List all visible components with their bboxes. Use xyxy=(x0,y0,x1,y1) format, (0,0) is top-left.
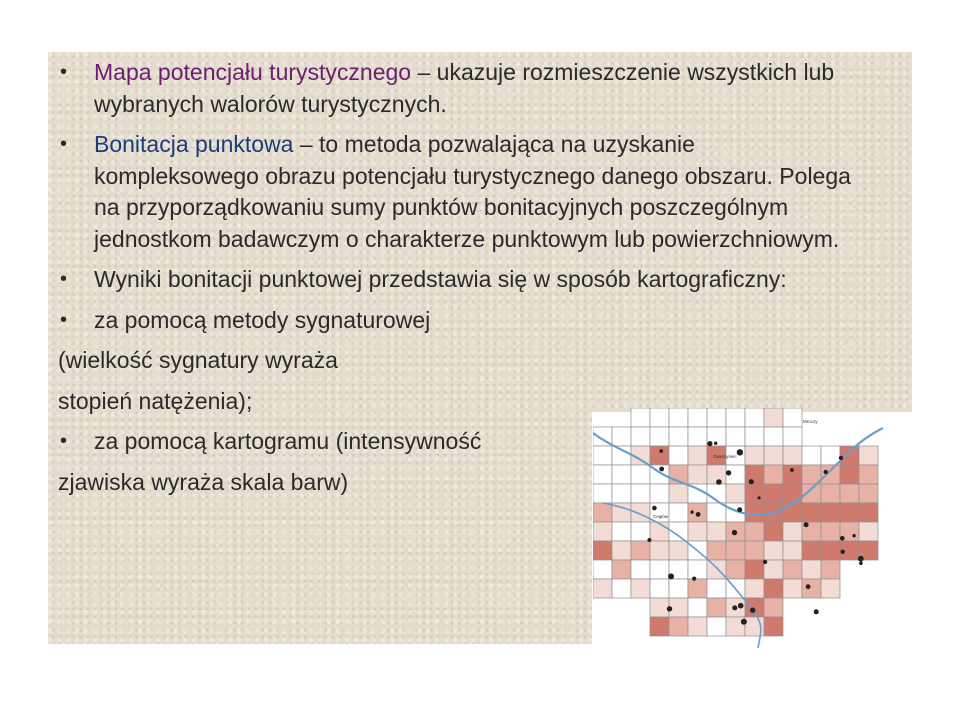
map-point-marker xyxy=(750,608,755,613)
map-cell xyxy=(631,484,650,503)
paragraph-text: (wielkość sygnatury wyraża xyxy=(58,347,338,373)
map-cell xyxy=(612,579,631,598)
map-cell xyxy=(688,617,707,636)
map-point-marker xyxy=(758,496,761,499)
map-cell xyxy=(650,484,669,503)
map-point-marker xyxy=(749,479,754,484)
map-cell xyxy=(840,465,859,484)
map-cell xyxy=(707,579,726,598)
bullet-item-wyniki xyxy=(58,264,858,296)
map-cell xyxy=(650,598,669,617)
map-cell xyxy=(707,522,726,541)
map-cell xyxy=(745,503,764,522)
map-point-marker xyxy=(659,467,664,472)
map-point-marker xyxy=(737,507,742,512)
paragraph-text: Wyniki bonitacji punktowej przedstawia się w sposób kartograficzny: xyxy=(94,266,787,292)
map-cell xyxy=(745,579,764,598)
map-cell xyxy=(726,408,745,427)
map-cell xyxy=(593,560,612,579)
map-cell xyxy=(688,560,707,579)
map-cell xyxy=(745,522,764,541)
map-cell xyxy=(764,522,783,541)
map-cell xyxy=(707,560,726,579)
map-cell xyxy=(764,427,783,446)
map-cell xyxy=(764,579,783,598)
map-cell xyxy=(650,560,669,579)
map-cell xyxy=(802,579,821,598)
map-point-marker xyxy=(707,441,712,446)
map-point-marker xyxy=(839,456,843,460)
map-cell xyxy=(783,408,802,427)
bullet-icon: • xyxy=(60,61,68,83)
map-cell xyxy=(688,427,707,446)
map-point-marker xyxy=(738,603,744,609)
map-cell xyxy=(783,522,802,541)
map-point-marker xyxy=(732,530,737,535)
map-cell xyxy=(745,560,764,579)
map-point-marker xyxy=(741,619,747,625)
bullet-icon: • xyxy=(60,308,68,331)
bullet-icon: • xyxy=(60,133,68,155)
map-cell xyxy=(669,579,688,598)
map-cell xyxy=(593,579,612,598)
map-cell xyxy=(802,446,821,465)
map-point-marker xyxy=(737,449,743,455)
map-point-marker xyxy=(668,573,674,579)
map-cell xyxy=(707,617,726,636)
map-cell xyxy=(593,522,612,541)
map-cell xyxy=(688,522,707,541)
map-cell xyxy=(764,598,783,617)
map-point-marker xyxy=(858,556,864,562)
map-cell xyxy=(745,484,764,503)
map-cell xyxy=(669,617,688,636)
map-cell xyxy=(612,522,631,541)
map-point-marker xyxy=(806,584,811,589)
bullet-icon: • xyxy=(60,430,68,452)
map-cell xyxy=(764,408,783,427)
map-cell xyxy=(783,503,802,522)
map-cell xyxy=(669,427,688,446)
map-cell xyxy=(783,560,802,579)
map-cell xyxy=(650,408,669,427)
map-cell xyxy=(650,579,669,598)
map-cell xyxy=(669,484,688,503)
map-cell xyxy=(650,617,669,636)
map-place-label: Mroczy xyxy=(803,419,818,424)
term-bonitacja-punktowa: Bonitacja punktowa xyxy=(94,131,294,157)
map-cell xyxy=(650,427,669,446)
map-cell xyxy=(783,541,802,560)
map-cell xyxy=(859,446,878,465)
paragraph-text: za pomocą metody sygnaturowej xyxy=(94,306,431,333)
map-cell xyxy=(783,579,802,598)
map-point-marker xyxy=(790,468,794,472)
map-cell xyxy=(726,484,745,503)
continuation-line xyxy=(58,345,858,377)
map-cell xyxy=(821,541,840,560)
map-cell xyxy=(669,408,688,427)
map-cell xyxy=(612,484,631,503)
map-cell xyxy=(764,541,783,560)
map-cell xyxy=(669,446,688,465)
map-cell xyxy=(859,503,878,522)
map-cell xyxy=(745,541,764,560)
map-cell xyxy=(726,427,745,446)
map-cell xyxy=(821,446,840,465)
bullet-icon: • xyxy=(60,268,68,290)
map-point-marker xyxy=(841,550,845,554)
map-cell xyxy=(593,484,612,503)
map-cell xyxy=(688,446,707,465)
map-point-marker xyxy=(763,560,767,564)
map-cell xyxy=(802,503,821,522)
map-cell xyxy=(840,503,859,522)
map-cell xyxy=(821,560,840,579)
map-cell xyxy=(764,617,783,636)
map-cell xyxy=(764,446,783,465)
map-cell xyxy=(859,465,878,484)
map-cell xyxy=(707,408,726,427)
map-cell xyxy=(669,503,688,522)
map-point-marker xyxy=(652,506,657,511)
map-point-marker xyxy=(804,522,809,527)
paragraph-text: za pomocą kartogramu (intensywność xyxy=(94,428,482,454)
map-cell xyxy=(688,579,707,598)
map-cell xyxy=(650,541,669,560)
definition-text: – to metoda pozwalająca na uzyskanie kompleksowego obrazu potencjału turystycznego danego obszaru. Polega na przyporządkowaniu sumy punktów bonitacyjnych poszczególnym jednostkom badawczym o charakterze punktowym lub powierzchniowym. xyxy=(94,131,851,252)
map-cell xyxy=(783,446,802,465)
map-cell xyxy=(688,598,707,617)
map-cell xyxy=(593,465,612,484)
map-cell xyxy=(650,522,669,541)
map-cell xyxy=(707,541,726,560)
map-place-label: Zwierzyniec xyxy=(713,454,737,459)
map-cell xyxy=(802,541,821,560)
map-cell xyxy=(745,446,764,465)
map-cell xyxy=(593,541,612,560)
map-cell xyxy=(764,484,783,503)
map-point-marker xyxy=(647,538,651,542)
map-cell xyxy=(612,427,631,446)
bullet-item-bonitacja xyxy=(58,129,858,255)
term-mapa-potencjalu: Mapa potencjału turystycznego xyxy=(94,59,412,85)
map-cell xyxy=(783,427,802,446)
map-cell xyxy=(612,560,631,579)
map-cell xyxy=(859,522,878,541)
map-cell xyxy=(745,408,764,427)
map-cell xyxy=(840,446,859,465)
map-cell xyxy=(612,541,631,560)
paragraph-text: stopień natężenia); xyxy=(58,387,253,414)
map-cell xyxy=(631,427,650,446)
map-point-marker xyxy=(852,534,855,537)
map-cell xyxy=(821,503,840,522)
map-point-marker xyxy=(824,470,828,474)
map-cell xyxy=(669,541,688,560)
map-cell xyxy=(688,465,707,484)
map-point-marker xyxy=(692,577,696,581)
map-point-marker xyxy=(859,561,863,565)
map-cell xyxy=(821,484,840,503)
map-cell xyxy=(764,465,783,484)
paragraph-text: zjawiska wyraża skala barw) xyxy=(58,468,349,495)
map-cell xyxy=(650,446,669,465)
map-cell xyxy=(612,465,631,484)
map-cell xyxy=(745,427,764,446)
map-point-marker xyxy=(732,605,737,610)
map-cell xyxy=(821,579,840,598)
map-cell xyxy=(631,503,650,522)
map-point-marker xyxy=(690,510,693,513)
bullet-item-sygnaturowa xyxy=(58,305,858,337)
map-cell xyxy=(631,522,650,541)
map-cell xyxy=(631,465,650,484)
map-cell xyxy=(688,408,707,427)
map-point-marker xyxy=(726,470,731,475)
map-cell xyxy=(631,541,650,560)
map-cell xyxy=(840,484,859,503)
map-point-marker xyxy=(716,479,722,485)
definition-text: – ukazuje rozmieszczenie wszystkich lub wybranych walorów turystycznych. xyxy=(94,59,835,117)
map-point-marker xyxy=(840,536,845,541)
map-cell xyxy=(631,408,650,427)
map-point-marker xyxy=(714,442,717,445)
map-point-marker xyxy=(659,449,663,453)
map-cell xyxy=(707,598,726,617)
map-cell xyxy=(726,541,745,560)
map-cell xyxy=(821,522,840,541)
bullet-item-map-definition xyxy=(58,57,858,120)
map-point-marker xyxy=(667,606,672,611)
map-point-marker xyxy=(814,609,819,614)
map-cell xyxy=(593,446,612,465)
map-cell xyxy=(726,560,745,579)
choropleth-grid-map xyxy=(593,408,883,648)
map-cell xyxy=(631,579,650,598)
map-cell xyxy=(859,484,878,503)
map-point-marker xyxy=(696,512,701,517)
map-cell xyxy=(802,560,821,579)
map-cell xyxy=(821,465,840,484)
map-cell xyxy=(745,465,764,484)
map-cell xyxy=(783,465,802,484)
map-cell xyxy=(593,503,612,522)
map-cell xyxy=(631,560,650,579)
map-place-label: Cegłów xyxy=(653,514,669,519)
